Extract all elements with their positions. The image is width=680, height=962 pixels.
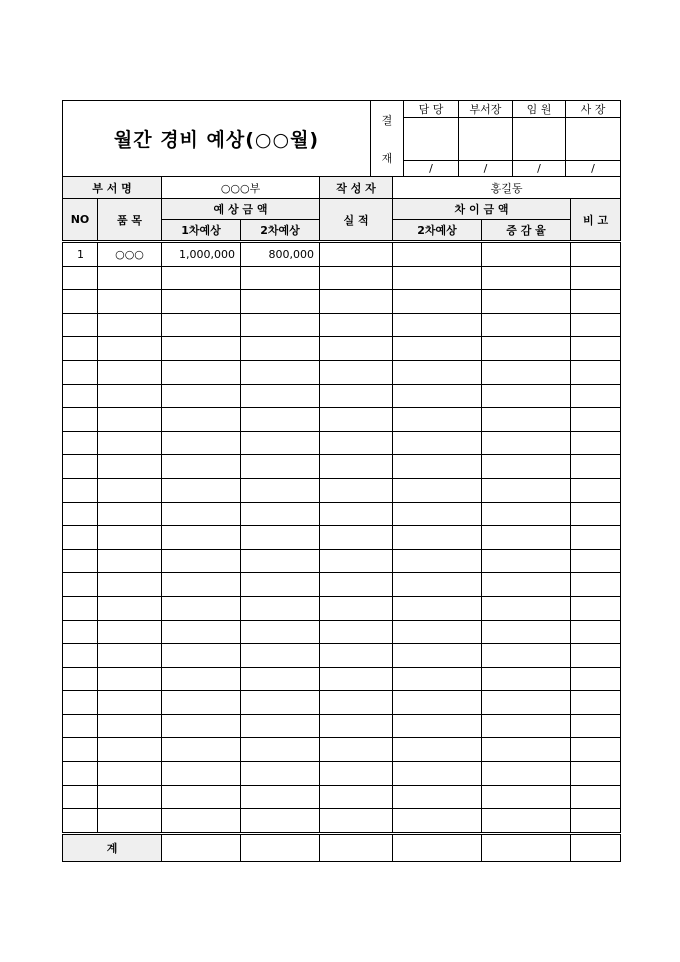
sign-date-manager[interactable]: / bbox=[459, 161, 513, 177]
cell-item[interactable] bbox=[98, 478, 162, 502]
empty-table-row bbox=[63, 738, 621, 762]
cell-item[interactable] bbox=[98, 738, 162, 762]
cell-forecast-2[interactable]: 800,000 bbox=[241, 242, 320, 267]
sign-date-president[interactable]: / bbox=[566, 161, 621, 177]
cell-forecast-2[interactable] bbox=[241, 785, 320, 809]
cell-forecast-2[interactable] bbox=[241, 691, 320, 715]
cell-forecast-2[interactable] bbox=[241, 714, 320, 738]
cell-actual[interactable] bbox=[320, 644, 393, 668]
cell-forecast-1[interactable] bbox=[162, 714, 241, 738]
cell-change-rate[interactable] bbox=[482, 738, 571, 762]
signature-box-executive[interactable] bbox=[513, 118, 566, 161]
cell-item[interactable] bbox=[98, 313, 162, 337]
cell-no[interactable] bbox=[63, 431, 98, 455]
cell-forecast-2[interactable] bbox=[241, 526, 320, 550]
cell-change-rate[interactable] bbox=[482, 478, 571, 502]
cell-change-rate[interactable] bbox=[482, 526, 571, 550]
cell-diff-2[interactable] bbox=[393, 762, 482, 786]
empty-table-row bbox=[63, 313, 621, 337]
cell-item[interactable] bbox=[98, 266, 162, 290]
cell-diff-2[interactable] bbox=[393, 738, 482, 762]
empty-table-row bbox=[63, 762, 621, 786]
cell-change-rate[interactable] bbox=[482, 785, 571, 809]
cell-forecast-1[interactable] bbox=[162, 762, 241, 786]
cell-diff-2[interactable] bbox=[393, 573, 482, 597]
cell-forecast-1[interactable] bbox=[162, 620, 241, 644]
cell-no[interactable] bbox=[63, 478, 98, 502]
cell-remarks[interactable] bbox=[571, 360, 621, 384]
cell-change-rate[interactable] bbox=[482, 455, 571, 479]
cell-item[interactable] bbox=[98, 526, 162, 550]
cell-no[interactable] bbox=[63, 620, 98, 644]
cell-item[interactable] bbox=[98, 384, 162, 408]
empty-table-row bbox=[63, 478, 621, 502]
cell-forecast-1[interactable] bbox=[162, 596, 241, 620]
cell-no[interactable] bbox=[63, 691, 98, 715]
cell-forecast-2[interactable] bbox=[241, 738, 320, 762]
cell-actual[interactable] bbox=[320, 667, 393, 691]
cell-actual[interactable] bbox=[320, 455, 393, 479]
expense-table bbox=[62, 176, 621, 862]
cell-forecast-2[interactable] bbox=[241, 360, 320, 384]
table-row bbox=[63, 242, 621, 267]
cell-forecast-2[interactable] bbox=[241, 644, 320, 668]
cell-actual[interactable] bbox=[320, 266, 393, 290]
cell-forecast-1[interactable] bbox=[162, 455, 241, 479]
empty-table-row bbox=[63, 785, 621, 809]
cell-diff-2[interactable] bbox=[393, 785, 482, 809]
empty-table-row bbox=[63, 714, 621, 738]
col-header-diff-group: 차 이 금 액 bbox=[393, 199, 571, 220]
cell-item[interactable] bbox=[98, 691, 162, 715]
cell-remarks[interactable] bbox=[571, 266, 621, 290]
col-header-item: 품 목 bbox=[98, 199, 162, 242]
cell-forecast-1[interactable] bbox=[162, 408, 241, 432]
cell-actual[interactable] bbox=[320, 360, 393, 384]
cell-no[interactable] bbox=[63, 809, 98, 834]
cell-item[interactable] bbox=[98, 573, 162, 597]
cell-forecast-1[interactable] bbox=[162, 573, 241, 597]
cell-forecast-2[interactable] bbox=[241, 337, 320, 361]
cell-remarks[interactable] bbox=[571, 785, 621, 809]
cell-diff-2[interactable] bbox=[393, 384, 482, 408]
empty-table-row bbox=[63, 384, 621, 408]
signature-box-staff[interactable] bbox=[404, 118, 459, 161]
cell-item[interactable] bbox=[98, 620, 162, 644]
total-forecast-1[interactable] bbox=[162, 833, 241, 861]
cell-item[interactable] bbox=[98, 809, 162, 834]
cell-remarks[interactable] bbox=[571, 313, 621, 337]
cell-item[interactable] bbox=[98, 290, 162, 314]
empty-table-row bbox=[63, 620, 621, 644]
cell-actual[interactable] bbox=[320, 620, 393, 644]
approval-label-bottom: 재 bbox=[381, 151, 393, 165]
cell-no[interactable] bbox=[63, 785, 98, 809]
cell-forecast-2[interactable] bbox=[241, 313, 320, 337]
cell-no[interactable] bbox=[63, 290, 98, 314]
cell-forecast-2[interactable] bbox=[241, 431, 320, 455]
cell-change-rate[interactable] bbox=[482, 502, 571, 526]
cell-item[interactable] bbox=[98, 360, 162, 384]
cell-remarks[interactable] bbox=[571, 573, 621, 597]
cell-change-rate[interactable] bbox=[482, 691, 571, 715]
cell-actual[interactable] bbox=[320, 337, 393, 361]
cell-no[interactable] bbox=[63, 644, 98, 668]
page-title: 월간 경비 예상(○○월) bbox=[63, 101, 371, 177]
cell-forecast-2[interactable] bbox=[241, 667, 320, 691]
cell-no[interactable] bbox=[63, 667, 98, 691]
cell-change-rate[interactable] bbox=[482, 620, 571, 644]
cell-diff-2[interactable] bbox=[393, 691, 482, 715]
cell-remarks[interactable] bbox=[571, 596, 621, 620]
col-header-diff-2: 2차예상 bbox=[393, 220, 482, 242]
empty-table-row bbox=[63, 408, 621, 432]
cell-actual[interactable] bbox=[320, 313, 393, 337]
cell-forecast-1[interactable] bbox=[162, 431, 241, 455]
cell-forecast-1[interactable] bbox=[162, 266, 241, 290]
cell-remarks[interactable] bbox=[571, 620, 621, 644]
cell-forecast-1[interactable] bbox=[162, 644, 241, 668]
header-block bbox=[62, 100, 621, 177]
dept-label: 부 서 명 bbox=[63, 177, 162, 199]
cell-item[interactable] bbox=[98, 714, 162, 738]
cell-change-rate[interactable] bbox=[482, 290, 571, 314]
approver-role-staff: 담 당 bbox=[404, 101, 459, 118]
cell-remarks[interactable] bbox=[571, 431, 621, 455]
cell-remarks[interactable] bbox=[571, 242, 621, 267]
cell-no[interactable] bbox=[63, 596, 98, 620]
cell-change-rate[interactable] bbox=[482, 762, 571, 786]
cell-actual[interactable] bbox=[320, 691, 393, 715]
empty-table-row bbox=[63, 431, 621, 455]
cell-forecast-1[interactable] bbox=[162, 526, 241, 550]
cell-forecast-2[interactable] bbox=[241, 809, 320, 834]
col-header-remarks: 비 고 bbox=[571, 199, 621, 242]
cell-diff-2[interactable] bbox=[393, 549, 482, 573]
cell-diff-2[interactable] bbox=[393, 502, 482, 526]
approval-label bbox=[371, 101, 404, 177]
cell-change-rate[interactable] bbox=[482, 809, 571, 834]
cell-actual[interactable] bbox=[320, 384, 393, 408]
total-forecast-2[interactable] bbox=[241, 833, 320, 861]
empty-table-row bbox=[63, 290, 621, 314]
cell-forecast-1[interactable] bbox=[162, 549, 241, 573]
cell-diff-2[interactable] bbox=[393, 667, 482, 691]
total-row bbox=[63, 833, 621, 861]
cell-change-rate[interactable] bbox=[482, 667, 571, 691]
cell-forecast-2[interactable] bbox=[241, 549, 320, 573]
sign-date-staff[interactable]: / bbox=[404, 161, 459, 177]
cell-diff-2[interactable] bbox=[393, 478, 482, 502]
author-value[interactable]: 홍길동 bbox=[393, 177, 621, 199]
cell-item[interactable] bbox=[98, 502, 162, 526]
col-header-no: NO bbox=[63, 199, 98, 242]
cell-forecast-2[interactable] bbox=[241, 290, 320, 314]
cell-no[interactable] bbox=[63, 738, 98, 762]
cell-forecast-2[interactable] bbox=[241, 762, 320, 786]
cell-actual[interactable] bbox=[320, 290, 393, 314]
sign-date-executive[interactable]: / bbox=[513, 161, 566, 177]
cell-forecast-1[interactable] bbox=[162, 785, 241, 809]
cell-change-rate[interactable] bbox=[482, 549, 571, 573]
cell-no[interactable] bbox=[63, 384, 98, 408]
total-label: 계 bbox=[63, 833, 162, 861]
cell-item[interactable] bbox=[98, 455, 162, 479]
cell-diff-2[interactable] bbox=[393, 596, 482, 620]
cell-change-rate[interactable] bbox=[482, 360, 571, 384]
cell-actual[interactable] bbox=[320, 762, 393, 786]
cell-actual[interactable] bbox=[320, 408, 393, 432]
empty-table-row bbox=[63, 526, 621, 550]
cell-forecast-1[interactable] bbox=[162, 502, 241, 526]
cell-forecast-2[interactable] bbox=[241, 478, 320, 502]
cell-remarks[interactable] bbox=[571, 526, 621, 550]
cell-change-rate[interactable] bbox=[482, 573, 571, 597]
cell-actual[interactable] bbox=[320, 785, 393, 809]
cell-forecast-1[interactable] bbox=[162, 384, 241, 408]
cell-item[interactable] bbox=[98, 431, 162, 455]
cell-forecast-2[interactable] bbox=[241, 596, 320, 620]
empty-table-row bbox=[63, 644, 621, 668]
cell-remarks[interactable] bbox=[571, 455, 621, 479]
cell-diff-2[interactable] bbox=[393, 620, 482, 644]
approval-label-top: 결 bbox=[381, 113, 393, 127]
expense-sheet bbox=[62, 100, 620, 862]
cell-remarks[interactable] bbox=[571, 644, 621, 668]
cell-forecast-2[interactable] bbox=[241, 408, 320, 432]
cell-item[interactable] bbox=[98, 785, 162, 809]
cell-remarks[interactable] bbox=[571, 738, 621, 762]
empty-table-row bbox=[63, 809, 621, 834]
cell-no[interactable] bbox=[63, 502, 98, 526]
cell-remarks[interactable] bbox=[571, 809, 621, 834]
cell-actual[interactable] bbox=[320, 573, 393, 597]
cell-remarks[interactable] bbox=[571, 478, 621, 502]
cell-item[interactable] bbox=[98, 644, 162, 668]
cell-item[interactable] bbox=[98, 408, 162, 432]
cell-item[interactable] bbox=[98, 596, 162, 620]
cell-diff-2[interactable] bbox=[393, 266, 482, 290]
cell-item[interactable] bbox=[98, 549, 162, 573]
empty-table-row bbox=[63, 667, 621, 691]
approver-role-manager: 부서장 bbox=[459, 101, 513, 118]
cell-forecast-1[interactable] bbox=[162, 667, 241, 691]
cell-diff-2[interactable] bbox=[393, 242, 482, 267]
cell-actual[interactable] bbox=[320, 242, 393, 267]
cell-no[interactable] bbox=[63, 526, 98, 550]
cell-diff-2[interactable] bbox=[393, 644, 482, 668]
empty-table-row bbox=[63, 573, 621, 597]
cell-actual[interactable] bbox=[320, 714, 393, 738]
cell-no[interactable] bbox=[63, 549, 98, 573]
approver-role-executive: 임 원 bbox=[513, 101, 566, 118]
cell-forecast-2[interactable] bbox=[241, 266, 320, 290]
cell-remarks[interactable] bbox=[571, 384, 621, 408]
cell-diff-2[interactable] bbox=[393, 431, 482, 455]
cell-actual[interactable] bbox=[320, 478, 393, 502]
cell-actual[interactable] bbox=[320, 502, 393, 526]
cell-diff-2[interactable] bbox=[393, 313, 482, 337]
cell-forecast-1[interactable] bbox=[162, 337, 241, 361]
cell-forecast-2[interactable] bbox=[241, 455, 320, 479]
empty-table-row bbox=[63, 360, 621, 384]
cell-change-rate[interactable] bbox=[482, 242, 571, 267]
cell-diff-2[interactable] bbox=[393, 809, 482, 834]
cell-forecast-1[interactable] bbox=[162, 738, 241, 762]
cell-no[interactable] bbox=[63, 762, 98, 786]
cell-no[interactable] bbox=[63, 573, 98, 597]
cell-item[interactable] bbox=[98, 762, 162, 786]
cell-forecast-1[interactable] bbox=[162, 313, 241, 337]
cell-forecast-2[interactable] bbox=[241, 502, 320, 526]
cell-change-rate[interactable] bbox=[482, 596, 571, 620]
cell-forecast-2[interactable] bbox=[241, 573, 320, 597]
cell-change-rate[interactable] bbox=[482, 644, 571, 668]
cell-remarks[interactable] bbox=[571, 408, 621, 432]
cell-item[interactable] bbox=[98, 337, 162, 361]
dept-value[interactable]: ○○○부 bbox=[162, 177, 320, 199]
cell-no[interactable] bbox=[63, 455, 98, 479]
cell-diff-2[interactable] bbox=[393, 455, 482, 479]
signature-box-president[interactable] bbox=[566, 118, 621, 161]
cell-no[interactable]: 1 bbox=[63, 242, 98, 267]
cell-forecast-1[interactable] bbox=[162, 360, 241, 384]
total-actual[interactable] bbox=[320, 833, 393, 861]
cell-actual[interactable] bbox=[320, 549, 393, 573]
cell-no[interactable] bbox=[63, 337, 98, 361]
cell-remarks[interactable] bbox=[571, 290, 621, 314]
cell-change-rate[interactable] bbox=[482, 431, 571, 455]
col-header-change-rate: 증 감 율 bbox=[482, 220, 571, 242]
cell-item[interactable]: ○○○ bbox=[98, 242, 162, 267]
cell-item[interactable] bbox=[98, 667, 162, 691]
cell-remarks[interactable] bbox=[571, 337, 621, 361]
total-change-rate[interactable] bbox=[482, 833, 571, 861]
author-label: 작 성 자 bbox=[320, 177, 393, 199]
cell-change-rate[interactable] bbox=[482, 337, 571, 361]
cell-change-rate[interactable] bbox=[482, 714, 571, 738]
cell-change-rate[interactable] bbox=[482, 408, 571, 432]
cell-forecast-1[interactable]: 1,000,000 bbox=[162, 242, 241, 267]
empty-table-row bbox=[63, 596, 621, 620]
cell-diff-2[interactable] bbox=[393, 337, 482, 361]
cell-no[interactable] bbox=[63, 408, 98, 432]
cell-change-rate[interactable] bbox=[482, 384, 571, 408]
cell-diff-2[interactable] bbox=[393, 408, 482, 432]
signature-box-manager[interactable] bbox=[459, 118, 513, 161]
cell-remarks[interactable] bbox=[571, 502, 621, 526]
cell-forecast-1[interactable] bbox=[162, 478, 241, 502]
cell-actual[interactable] bbox=[320, 431, 393, 455]
cell-forecast-2[interactable] bbox=[241, 620, 320, 644]
cell-actual[interactable] bbox=[320, 809, 393, 834]
cell-diff-2[interactable] bbox=[393, 526, 482, 550]
cell-remarks[interactable] bbox=[571, 549, 621, 573]
cell-forecast-1[interactable] bbox=[162, 691, 241, 715]
cell-no[interactable] bbox=[63, 266, 98, 290]
cell-actual[interactable] bbox=[320, 738, 393, 762]
empty-table-row bbox=[63, 691, 621, 715]
cell-no[interactable] bbox=[63, 714, 98, 738]
empty-table-row bbox=[63, 266, 621, 290]
cell-remarks[interactable] bbox=[571, 714, 621, 738]
cell-change-rate[interactable] bbox=[482, 313, 571, 337]
total-diff-2[interactable] bbox=[393, 833, 482, 861]
cell-forecast-2[interactable] bbox=[241, 384, 320, 408]
approver-role-president: 사 장 bbox=[566, 101, 621, 118]
empty-table-row bbox=[63, 337, 621, 361]
cell-change-rate[interactable] bbox=[482, 266, 571, 290]
cell-no[interactable] bbox=[63, 313, 98, 337]
cell-remarks[interactable] bbox=[571, 667, 621, 691]
empty-table-row bbox=[63, 502, 621, 526]
cell-forecast-1[interactable] bbox=[162, 809, 241, 834]
empty-table-row bbox=[63, 455, 621, 479]
cell-forecast-1[interactable] bbox=[162, 290, 241, 314]
col-header-forecast-group: 예 상 금 액 bbox=[162, 199, 320, 220]
cell-remarks[interactable] bbox=[571, 691, 621, 715]
empty-table-row bbox=[63, 549, 621, 573]
total-remarks[interactable] bbox=[571, 833, 621, 861]
cell-no[interactable] bbox=[63, 360, 98, 384]
col-header-forecast-1: 1차예상 bbox=[162, 220, 241, 242]
col-header-forecast-2: 2차예상 bbox=[241, 220, 320, 242]
cell-diff-2[interactable] bbox=[393, 714, 482, 738]
cell-diff-2[interactable] bbox=[393, 360, 482, 384]
cell-diff-2[interactable] bbox=[393, 290, 482, 314]
col-header-actual: 실 적 bbox=[320, 199, 393, 242]
cell-remarks[interactable] bbox=[571, 762, 621, 786]
cell-actual[interactable] bbox=[320, 526, 393, 550]
cell-actual[interactable] bbox=[320, 596, 393, 620]
